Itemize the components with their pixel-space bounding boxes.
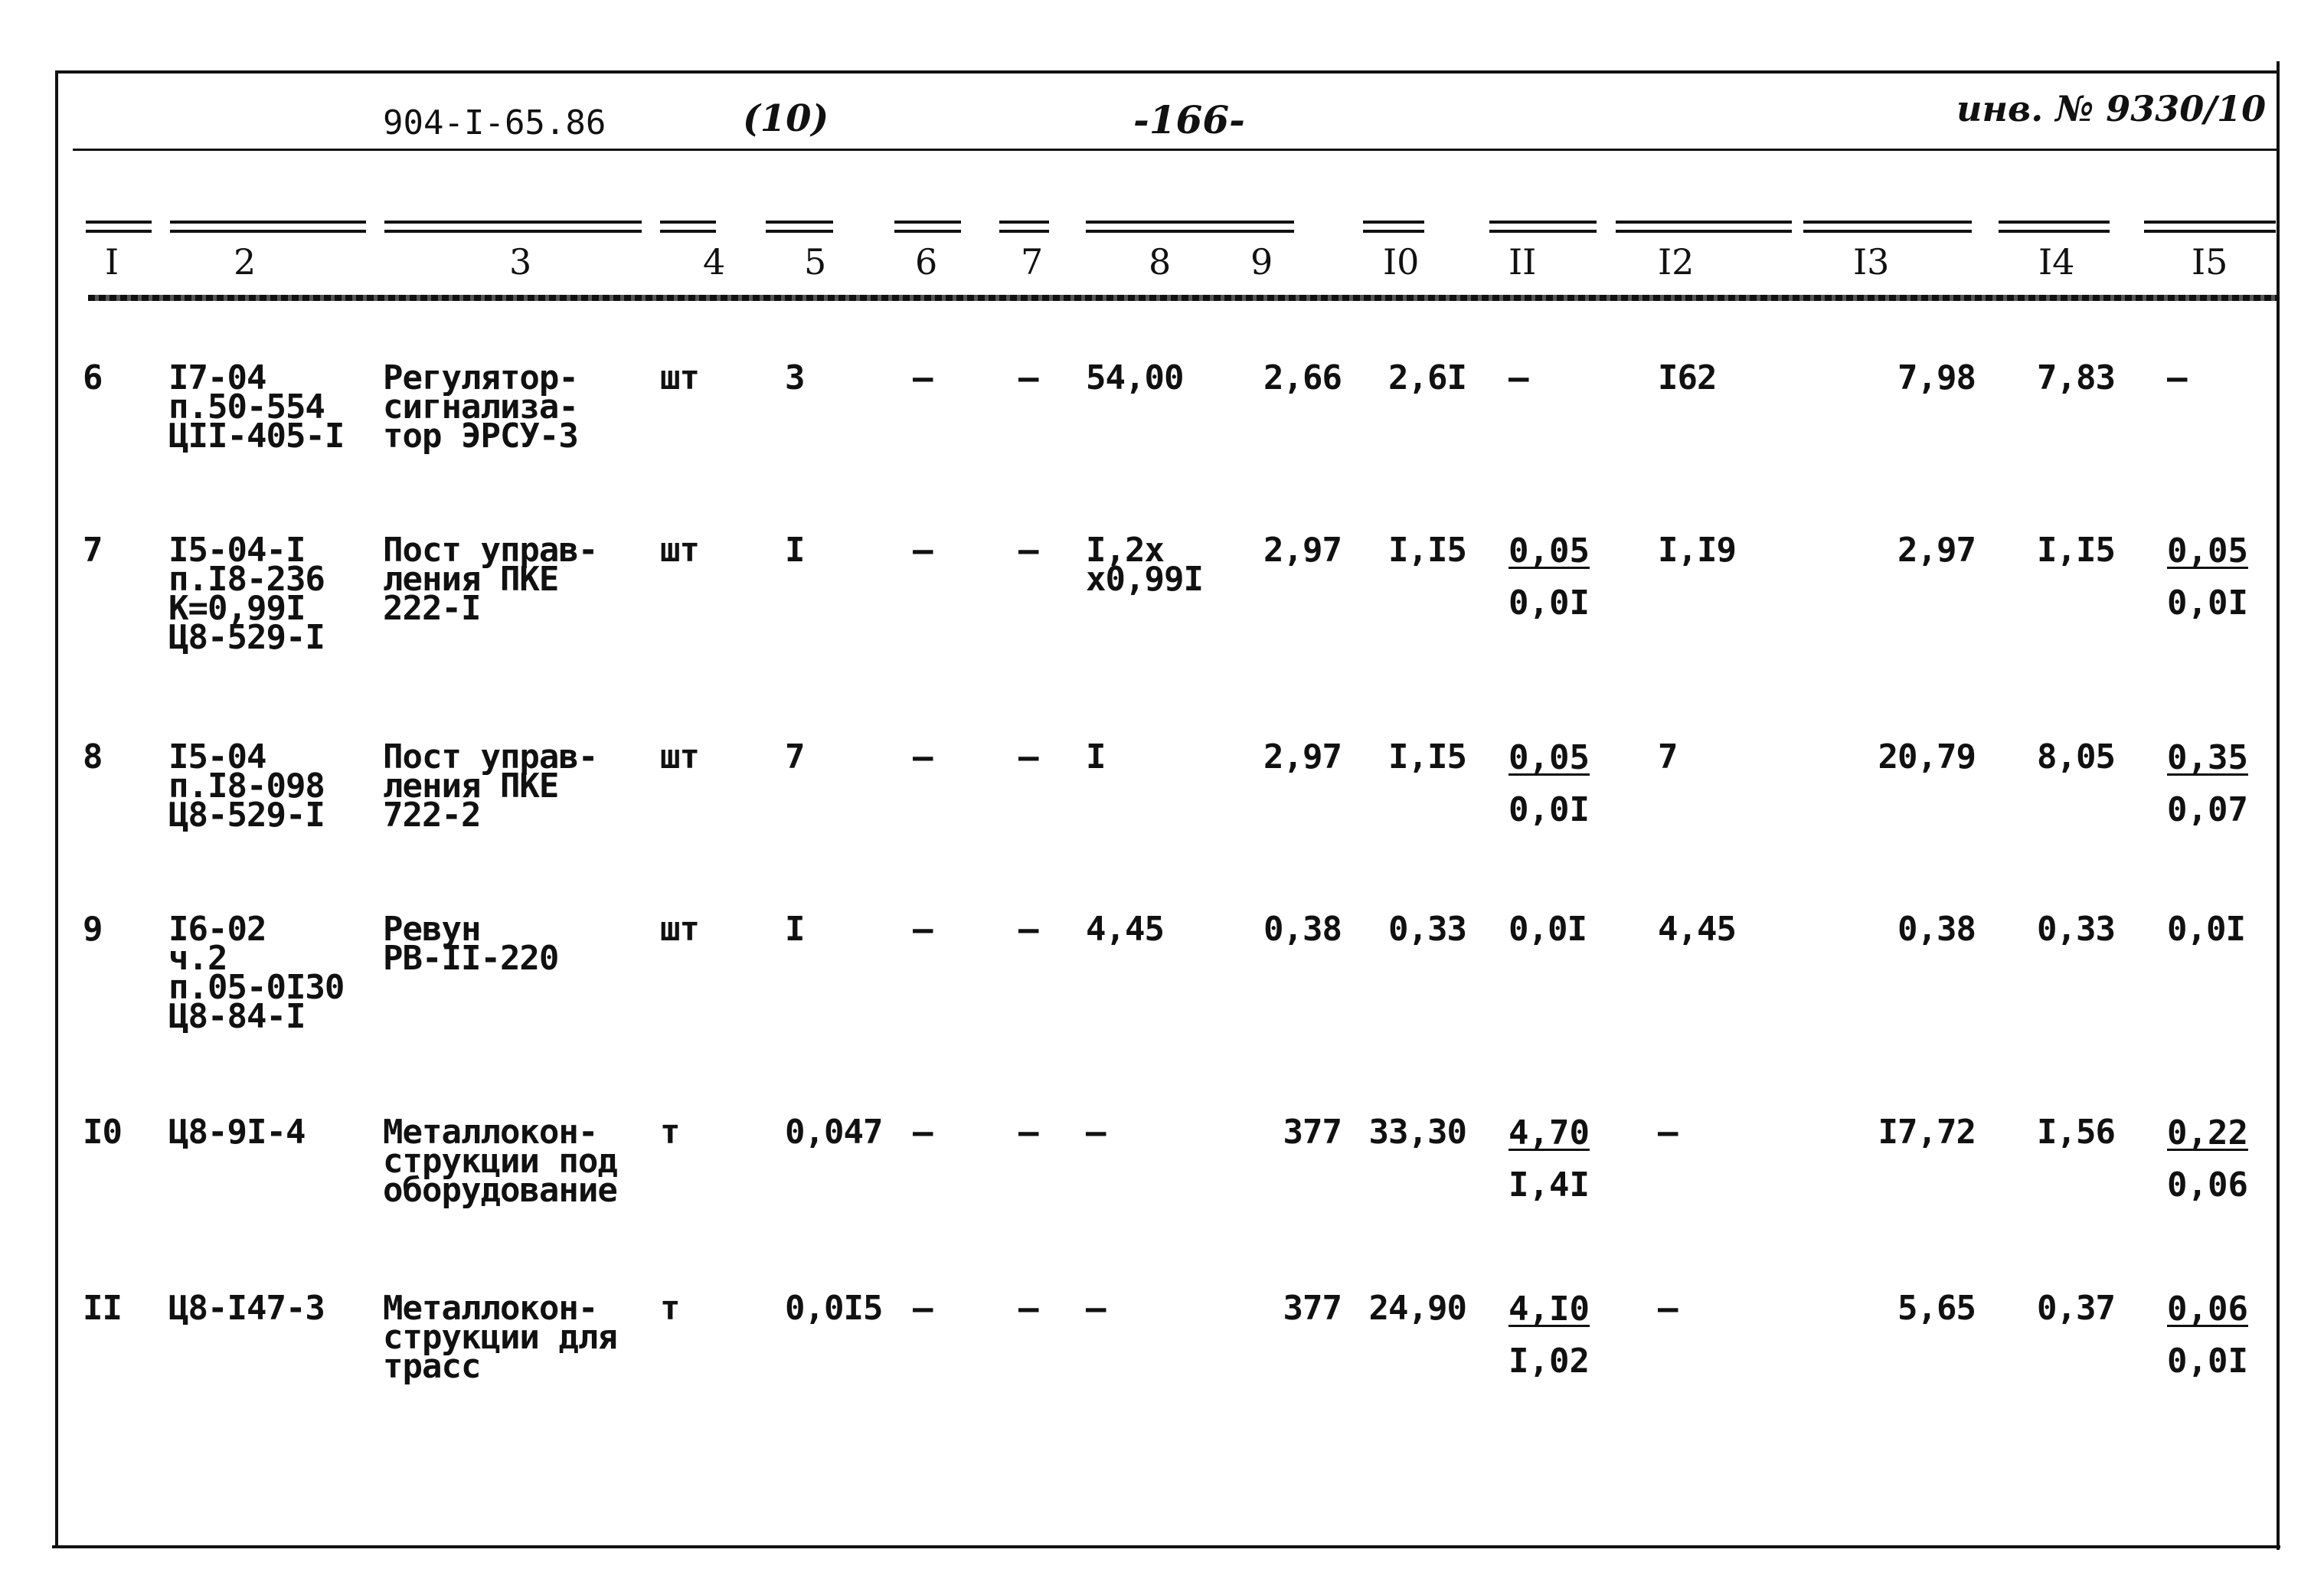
cell-no: 6: [83, 358, 103, 397]
cell-c14: 0,33: [2037, 910, 2115, 949]
cell-c9: 377: [1283, 1289, 1342, 1328]
column-header-rule: [86, 221, 152, 224]
cell-c14: I,56: [2037, 1113, 2115, 1152]
cell-c13: I7,72: [1878, 1113, 1976, 1152]
column-header-rule: [384, 221, 642, 224]
frame-left-border: [55, 70, 58, 1548]
column-header-rule: [1803, 230, 1972, 233]
col-header-2: 2: [234, 241, 257, 283]
cell-c12: 7: [1658, 737, 1678, 776]
cell-code: I6-02 ч.2 п.05-0I30 Ц8-84-I: [168, 910, 345, 1036]
fraction-denominator: 0,06: [2167, 1165, 2248, 1205]
cell-qty: I: [785, 910, 805, 949]
column-header-rule: [1999, 230, 2110, 233]
fraction-c15: [2167, 732, 2248, 836]
page-number: -166-: [1133, 97, 1245, 142]
column-header-rule: [86, 230, 152, 233]
col-header-12: I2: [1658, 241, 1695, 283]
fraction-c15: [2167, 1283, 2248, 1388]
cell-qty: I: [785, 531, 805, 570]
cell-c7: –: [1018, 531, 1038, 570]
cell-name: Металлокон- струкции для трасс: [383, 1289, 617, 1386]
column-header-rule: [894, 230, 961, 233]
cell-no: II: [83, 1289, 122, 1328]
cell-c6: –: [913, 1289, 933, 1328]
cell-no: 9: [83, 910, 103, 949]
cell-c11: –: [1508, 358, 1528, 397]
fraction-denominator: 0,0I: [1508, 584, 1590, 623]
cell-c7: –: [1018, 737, 1038, 776]
cell-c14: 7,83: [2037, 358, 2115, 397]
column-header-rule: [1214, 221, 1294, 224]
cell-code: I7-04 п.50-554 ЦII-405-I: [168, 358, 345, 456]
fraction-c15: [2167, 1107, 2248, 1211]
fraction-denominator: 0,07: [2167, 790, 2248, 829]
cell-name: Пост управ- ления ПКЕ 722-2: [383, 737, 598, 835]
cell-c11: 0,0I: [1508, 910, 1587, 949]
cell-c6: –: [913, 737, 933, 776]
fraction-c11: [1508, 1283, 1590, 1388]
cell-c8: I: [1086, 737, 1106, 776]
fraction-c15: [2167, 525, 2248, 629]
cell-no: 8: [83, 737, 103, 776]
cell-c10: 2,6I: [1388, 358, 1466, 397]
column-header-rule: [384, 230, 642, 233]
cell-unit: шт: [660, 531, 699, 570]
header-separator-line: [88, 295, 2278, 301]
fraction-numerator: 4,I0: [1508, 1290, 1590, 1329]
cell-unit: шт: [660, 910, 699, 949]
cell-c13: 0,38: [1897, 910, 1976, 949]
fraction-denominator: 0,0I: [2167, 1342, 2248, 1381]
cell-c9: 2,97: [1263, 531, 1342, 570]
cell-c10: 24,90: [1368, 1289, 1466, 1328]
column-header-rule: [1616, 230, 1792, 233]
cell-name: Регулятор- сигнализа- тор ЭРСУ-3: [383, 358, 578, 456]
column-header-rule: [1086, 230, 1231, 233]
fraction-denominator: 0,0I: [1508, 790, 1590, 829]
header-rule: [73, 149, 2278, 151]
cell-c13: 7,98: [1897, 358, 1976, 397]
cell-c13: 5,65: [1897, 1289, 1976, 1328]
column-header-rule: [894, 221, 961, 224]
cell-qty: 0,0I5: [785, 1289, 883, 1328]
column-header-rule: [2144, 221, 2276, 224]
column-header-rule: [1616, 221, 1792, 224]
cell-c15: –: [2167, 358, 2187, 397]
cell-c9: 2,97: [1263, 737, 1342, 776]
fraction-numerator: 0,22: [2167, 1113, 2248, 1152]
fraction-c11: [1508, 525, 1590, 629]
cell-name: Металлокон- струкции под оборудование: [383, 1113, 617, 1210]
cell-c9: 377: [1283, 1113, 1342, 1152]
fraction-numerator: 0,05: [1508, 531, 1590, 570]
col-header-15: I5: [2192, 241, 2228, 283]
fraction-numerator: 0,05: [1508, 738, 1590, 777]
fraction-denominator: I,4I: [1508, 1165, 1590, 1205]
cell-code: Ц8-I47-3: [168, 1289, 325, 1328]
cell-code: I5-04 п.I8-098 Ц8-529-I: [168, 737, 325, 835]
fraction-denominator: 0,0I: [2167, 584, 2248, 623]
column-header-rule: [766, 221, 833, 224]
cell-unit: шт: [660, 737, 699, 776]
cell-c15: 0,0I: [2167, 910, 2245, 949]
cell-c6: –: [913, 531, 933, 570]
fraction-c11: [1508, 732, 1590, 836]
cell-c7: –: [1018, 1289, 1038, 1328]
col-header-9: 9: [1250, 241, 1273, 283]
cell-c8: 54,00: [1086, 358, 1184, 397]
column-header-rule: [1803, 221, 1972, 224]
cell-c12: –: [1658, 1113, 1678, 1152]
column-header-rule: [660, 221, 716, 224]
cell-unit: т: [660, 1113, 680, 1152]
cell-c8: –: [1086, 1289, 1106, 1328]
column-header-rule: [1086, 221, 1231, 224]
cell-c13: 20,79: [1878, 737, 1976, 776]
cell-qty: 3: [785, 358, 805, 397]
cell-c6: –: [913, 910, 933, 949]
frame-bottom-border: [52, 1545, 2280, 1548]
frame-right-border: [2277, 61, 2280, 1550]
cell-c14: 8,05: [2037, 737, 2115, 776]
cell-c12: –: [1658, 1289, 1678, 1328]
cell-qty: 0,047: [785, 1113, 883, 1152]
column-header-rule: [2144, 230, 2276, 233]
column-header-rule: [660, 230, 716, 233]
cell-unit: т: [660, 1289, 680, 1328]
cell-c7: –: [1018, 358, 1038, 397]
col-header-3: 3: [509, 241, 532, 283]
cell-no: 7: [83, 531, 103, 570]
cell-c9: 0,38: [1263, 910, 1342, 949]
cell-c13: 2,97: [1897, 531, 1976, 570]
column-header-rule: [170, 221, 366, 224]
cell-c14: 0,37: [2037, 1289, 2115, 1328]
column-header-rule: [999, 221, 1049, 224]
fraction-c11: [1508, 1107, 1590, 1211]
col-header-6: 6: [915, 241, 938, 283]
document-code: 904-I-65.86: [383, 103, 606, 142]
fraction-numerator: 0,35: [2167, 738, 2248, 777]
fraction-numerator: 0,06: [2167, 1290, 2248, 1329]
column-header-rule: [1489, 230, 1597, 233]
cell-c9: 2,66: [1263, 358, 1342, 397]
col-header-8: 8: [1149, 241, 1172, 283]
cell-code: Ц8-9I-4: [168, 1113, 306, 1152]
cell-c12: 4,45: [1658, 910, 1736, 949]
cell-c14: I,I5: [2037, 531, 2115, 570]
cell-c12: I62: [1658, 358, 1717, 397]
col-header-4: 4: [703, 241, 726, 283]
cell-c6: –: [913, 1113, 933, 1152]
cell-name: Ревун РВ-II-220: [383, 910, 559, 978]
cell-c10: I,I5: [1388, 737, 1466, 776]
column-header-rule: [766, 230, 833, 233]
cell-c10: 0,33: [1388, 910, 1466, 949]
column-header-rule: [999, 230, 1049, 233]
cell-c8: 4,45: [1086, 910, 1164, 949]
fraction-denominator: I,02: [1508, 1342, 1590, 1381]
column-header-rule: [1363, 221, 1424, 224]
inventory-number: инв. № 9330/10: [1956, 88, 2267, 129]
cell-name: Пост управ- ления ПКЕ 222-I: [383, 531, 598, 628]
frame-top-border: [55, 70, 2280, 74]
col-header-7: 7: [1021, 241, 1044, 283]
column-header-rule: [1999, 221, 2110, 224]
cell-no: I0: [83, 1113, 122, 1152]
cell-unit: шт: [660, 358, 699, 397]
cell-c12: I,I9: [1658, 531, 1736, 570]
cell-c7: –: [1018, 1113, 1038, 1152]
col-header-5: 5: [804, 241, 827, 283]
cell-c7: –: [1018, 910, 1038, 949]
column-header-rule: [1363, 230, 1424, 233]
col-header-11: II: [1508, 241, 1537, 283]
cell-c10: 33,30: [1368, 1113, 1466, 1152]
col-header-10: I0: [1383, 241, 1420, 283]
cell-c6: –: [913, 358, 933, 397]
cell-c8: –: [1086, 1113, 1106, 1152]
cell-code: I5-04-I п.I8-236 К=0,99I Ц8-529-I: [168, 531, 325, 657]
fraction-numerator: 0,05: [2167, 531, 2248, 570]
sheet-mark: (10): [743, 97, 829, 140]
cell-qty: 7: [785, 737, 805, 776]
col-header-14: I4: [2038, 241, 2075, 283]
column-header-rule: [170, 230, 366, 233]
column-header-rule: [1489, 221, 1597, 224]
cell-c8: I,2х х0,99I: [1086, 531, 1203, 599]
fraction-numerator: 4,70: [1508, 1113, 1590, 1152]
col-header-13: I3: [1853, 241, 1890, 283]
column-header-rule: [1214, 230, 1294, 233]
col-header-1: I: [105, 241, 119, 283]
cell-c10: I,I5: [1388, 531, 1466, 570]
